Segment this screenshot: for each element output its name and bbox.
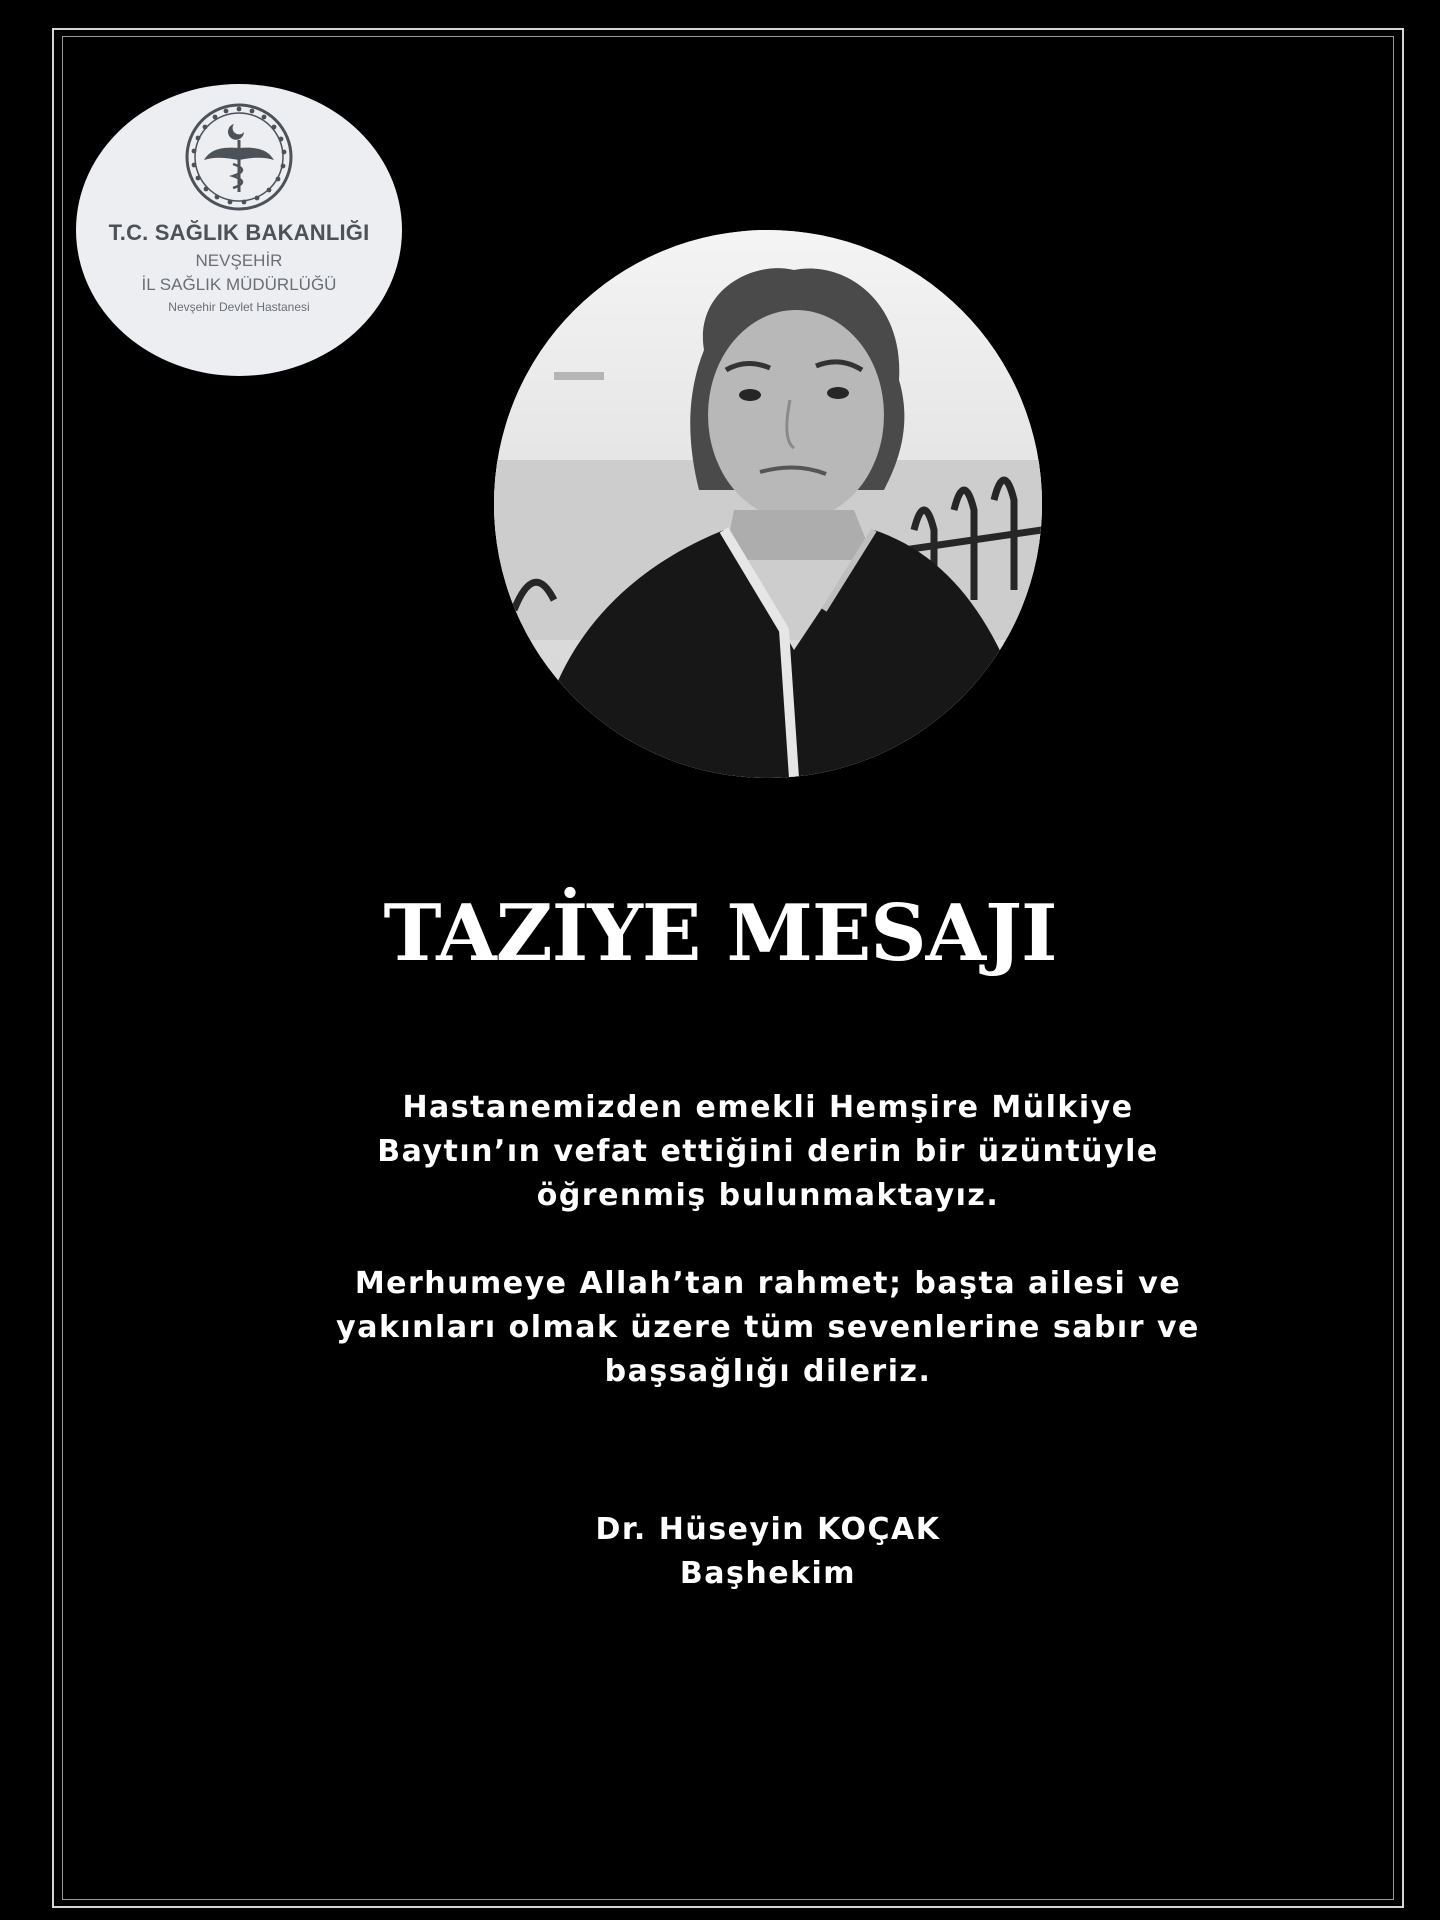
- message-line: Baytın’ın vefat ettiğini derin bir üzüntüyle: [377, 1134, 1159, 1169]
- hospital-name: Nevşehir Devlet Hastanesi: [168, 300, 310, 314]
- ministry-emblem-icon: [184, 102, 294, 212]
- portrait-photo: [494, 230, 1042, 778]
- message-line: yakınları olmak üzere tüm sevenlerine sabır ve: [336, 1310, 1200, 1345]
- message-line: öğrenmiş bulunmaktayız.: [536, 1178, 1000, 1213]
- signature-role: Başhekim: [679, 1556, 857, 1591]
- message-line: Merhumeye Allah’tan rahmet; başta ailesi ve: [354, 1266, 1182, 1301]
- ministry-logo: [76, 84, 402, 376]
- city-name: NEVŞEHİR: [195, 251, 283, 270]
- message-line: başsağlığı dileriz.: [604, 1354, 932, 1389]
- message-line: Hastanemizden emekli Hemşire Mülkiye: [402, 1090, 1134, 1125]
- message-paragraph-1: [0, 1086, 1440, 1218]
- message-paragraph-2: [0, 1262, 1440, 1394]
- department-name: İL SAĞLIK MÜDÜRLÜĞÜ: [141, 275, 337, 294]
- page-title: TAZİYE MESAJI: [383, 888, 1057, 979]
- ministry-name: T.C. SAĞLIK BAKANLIĞI: [108, 220, 370, 245]
- signature-name: Dr. Hüseyin KOÇAK: [595, 1512, 941, 1547]
- signature-block: [0, 1508, 1440, 1596]
